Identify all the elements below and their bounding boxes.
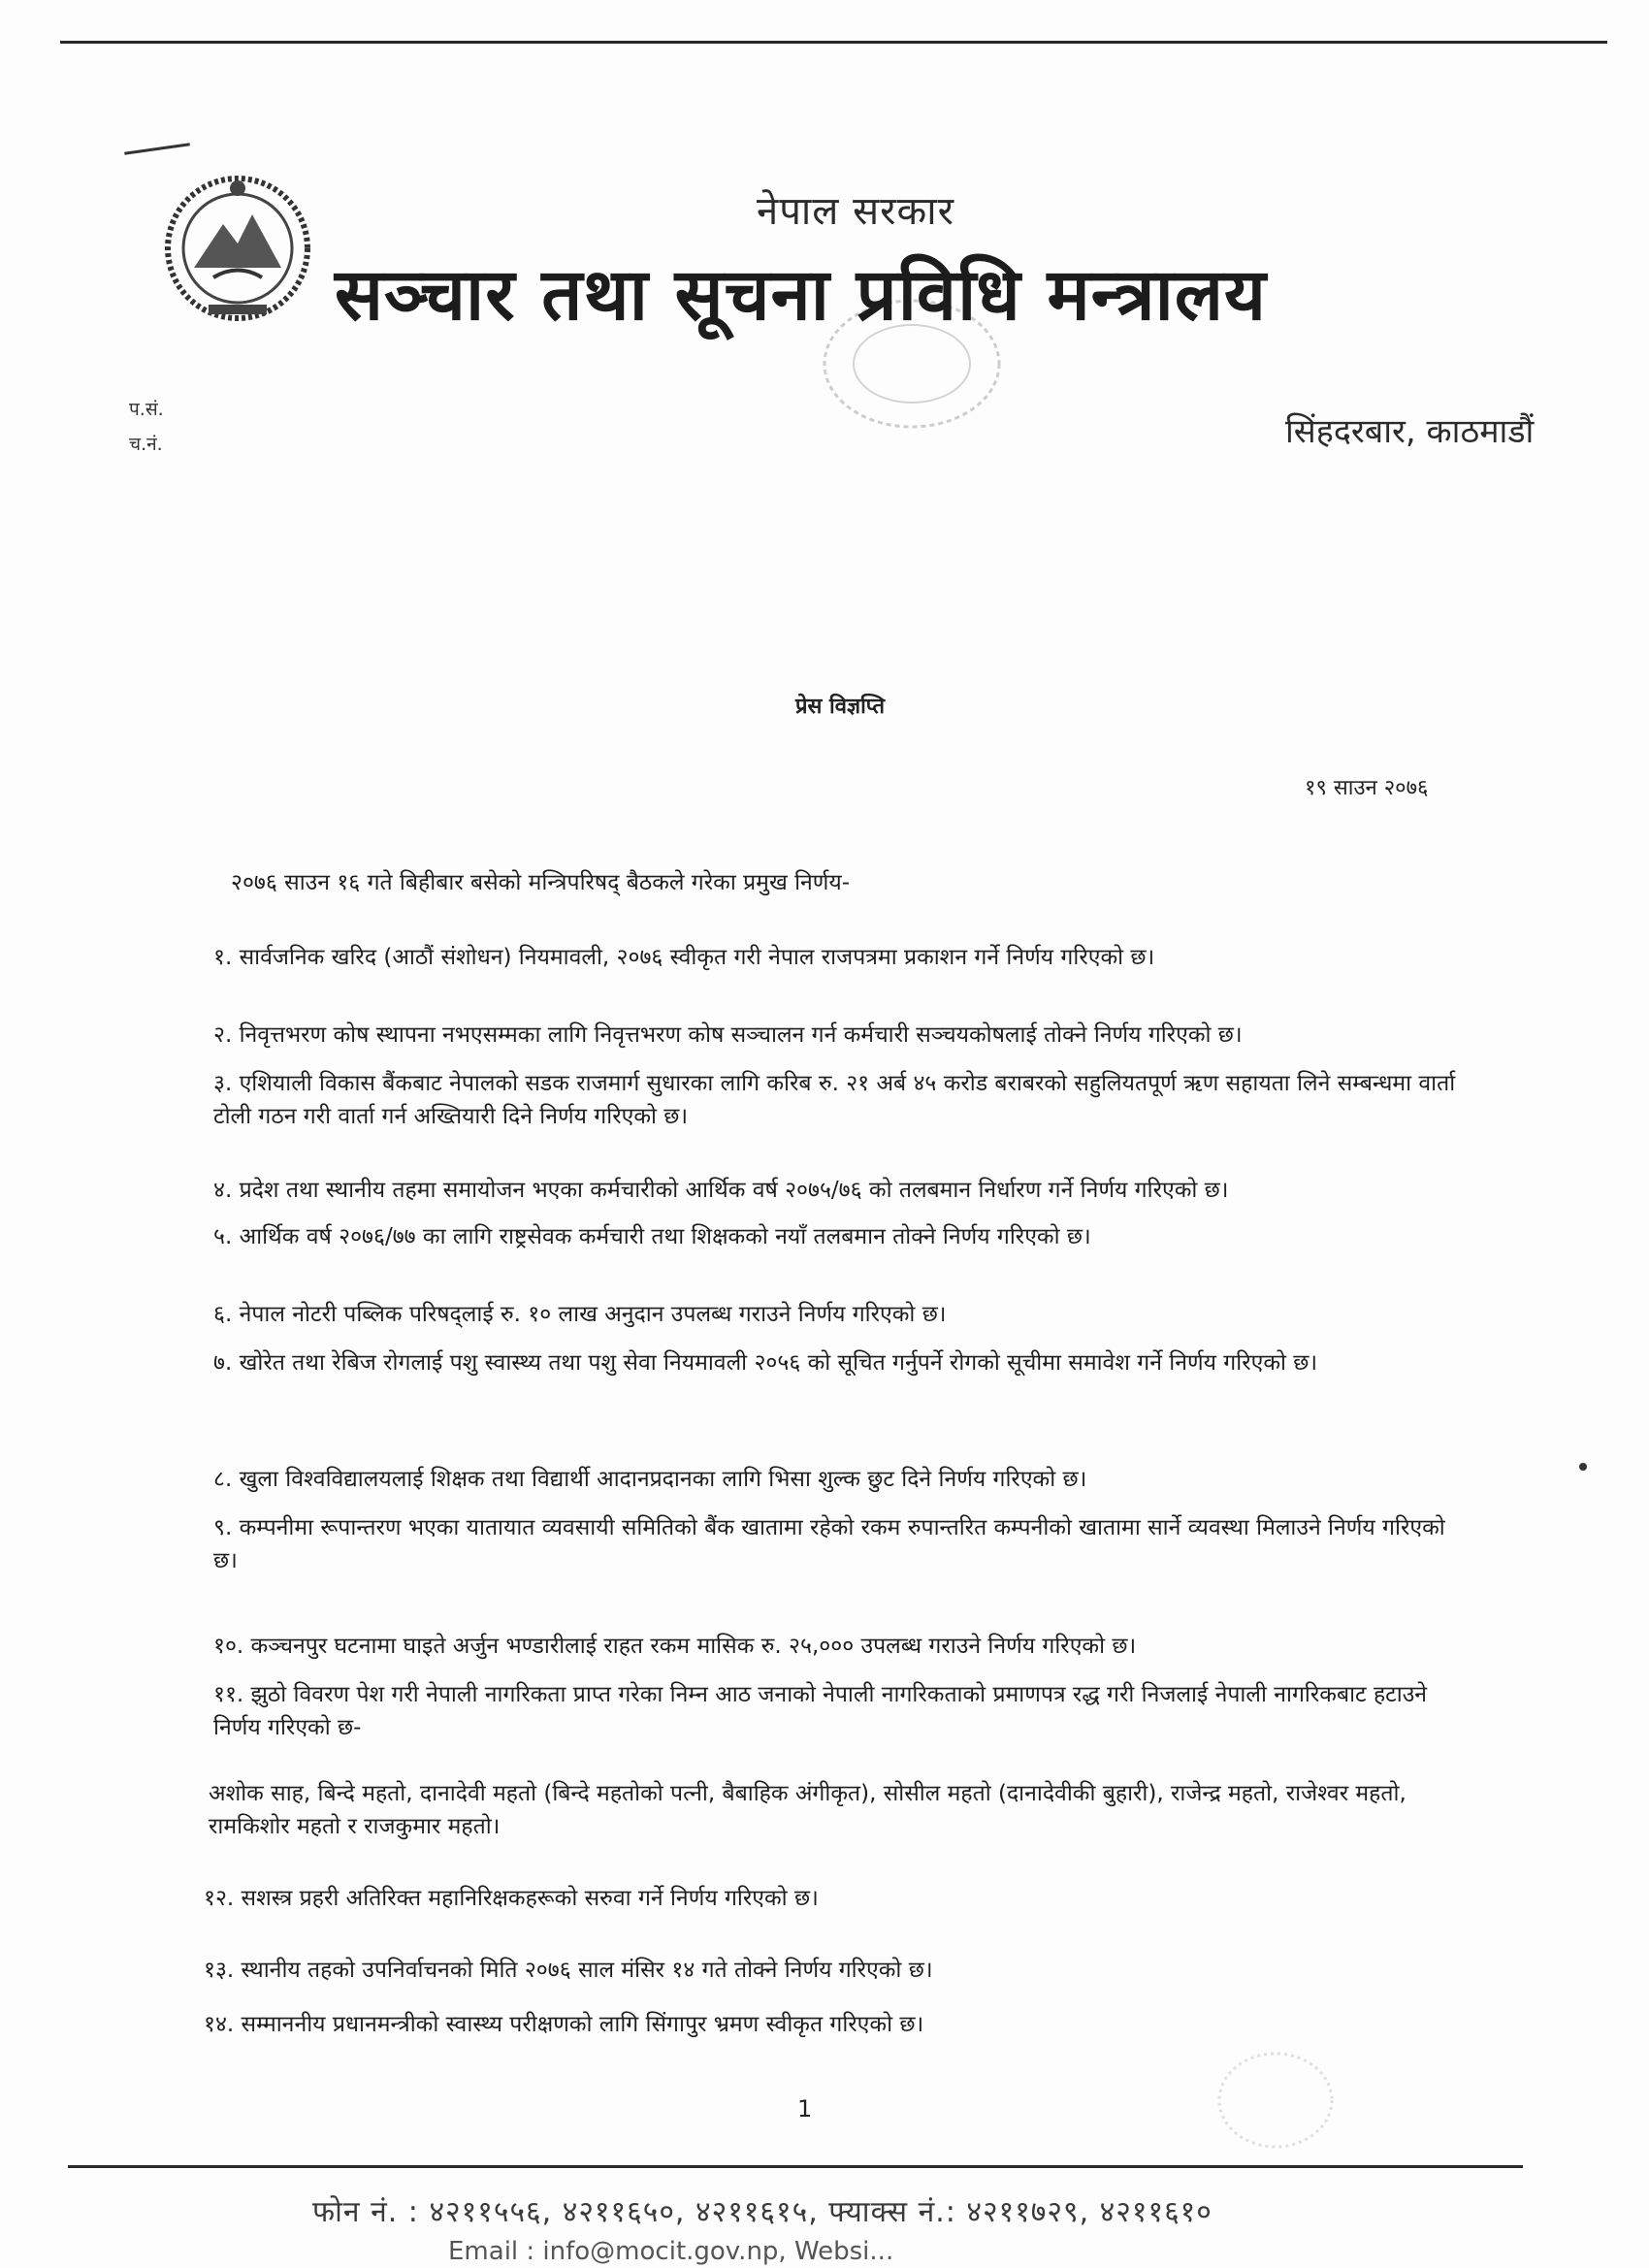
top-rule (60, 41, 1607, 44)
page-number: 1 (797, 2095, 813, 2122)
contact-email: Email : info@mocit.gov.np, Websi... (448, 2237, 894, 2266)
decision-item: ८. खुला विश्वविद्यालयलाई शिक्षक तथा विद्यार्थी आदानप्रदानका लागि भिसा शुल्क छुट दिने निर्णय गरिएको छ। (213, 1467, 1087, 1492)
decision-item: ९. कम्पनीमा रूपान्तरण भएका यातायात व्यवसायी समितिको बैंक खातामा रहेको रकम रुपान्तरित कम्पनीको खातामा सार्ने व्यवस्था मिलाउने निर्णय गरिएको छ। (213, 1515, 1445, 1573)
dispatch-number-label: च.नं. (129, 434, 163, 455)
office-address: सिंहदरबार, काठमाडौं (1285, 412, 1535, 451)
decision-item: ५. आर्थिक वर्ष २०७६/७७ का लागि राष्ट्रसेवक कर्मचारी तथा शिक्षकको नयाँ तलबमान तोक्ने निर्णय गरिएको छ। (213, 1224, 1091, 1249)
decision-item: १४. सम्माननीय प्रधानमन्त्रीको स्वास्थ्य परीक्षणको लागि सिंगापुर भ्रमण स्वीकृत गरिएको छ। (204, 2012, 924, 2037)
bottom-rule (68, 2165, 1523, 2168)
contact-numbers: फोन नं. : ४२११५५६, ४२११६५०, ४२११६१५, फ्याक्स नं.: ४२११७२९, ४२११६१० (312, 2195, 1212, 2229)
decision-item: ७. खोरेत तथा रेबिज रोगलाई पशु स्वास्थ्य तथा पशु सेवा नियमावली २०५६ को सूचित गर्नुपर्ने रोगको सूचीमा समावेश गर्ने निर्णय गरिएको छ। (213, 1350, 1318, 1376)
faint-stamp-icon (1212, 2047, 1339, 2154)
document-heading: प्रेस विज्ञप्ति (795, 695, 886, 719)
decision-item: १२. सशस्त्र प्रहरी अतिरिक्त महानिरिक्षकहरूको सरुवा गर्ने निर्णय गरिएको छ। (204, 1886, 819, 1911)
pen-stroke (124, 143, 190, 154)
intro-line: २०७६ साउन १६ गते बिहीबार बसेको मन्त्रिपरिषद् बैठकले गरेका प्रमुख निर्णय- (231, 870, 851, 895)
ref-number-label: प.सं. (129, 399, 164, 420)
decision-item: २. निवृत्तभरण कोष स्थापना नभएसम्मका लागि निवृत्तभरण कोष सञ्चालन गर्न कर्मचारी सञ्चयकोषलाई तोक्ने निर्णय गरिएको छ। (213, 1022, 1243, 1048)
government-name: नेपाल सरकार (757, 189, 954, 234)
decision-item: ३. एशियाली विकास बैंकबाट नेपालको सडक राजमार्ग सुधारका लागि करिब रु. २१ अर्ब ४५ करोड बराबरको सहुलियतपूर्ण ऋण सहायता लिने सम्बन्धमा वार्ता टोली गठन गरी वार्ता गर्न अख्तियारी दिने निर्णय गरिएको छ। (213, 1071, 1456, 1129)
decision-item: १. सार्वजनिक खरिद (आठौं संशोधन) नियमावली, २०७६ स्वीकृत गरी नेपाल राजपत्रमा प्रकाशन गर्ने निर्णय गरिएको छ। (213, 945, 1155, 970)
decision-item: ४. प्रदेश तथा स्थानीय तहमा समायोजन भएका कर्मचारीको आर्थिक वर्ष २०७५/७६ को तलबमान निर्धारण गर्ने निर्णय गरिएको छ। (213, 1178, 1229, 1203)
decision-item: १३. स्थानीय तहको उपनिर्वाचनको मिति २०७६ साल मंसिर १४ गते तोक्ने निर्णय गरिएको छ। (204, 1958, 933, 1983)
decision-item: ६. नेपाल नोटरी पब्लिक परिषद्लाई रु. १० लाख अनुदान उपलब्ध गराउने निर्णय गरिएको छ। (213, 1302, 947, 1327)
nepal-emblem-icon (155, 171, 320, 326)
decision-item: ११. झुठो विवरण पेश गरी नेपाली नागरिकता प्राप्त गरेका निम्न आठ जनाको नेपाली नागरिकताको प्रमाणपत्र रद्ध गरी निजलाई नेपाली नागरिकबाट हटाउने निर्णय गरिएको छ- (213, 1682, 1428, 1740)
ministry-name: सञ्चार तथा सूचना प्रविधि मन्त्रालय (335, 253, 1267, 337)
names-list: अशोक साह, बिन्दे महतो, दानादेवी महतो (बिन्दे महतोको पत्नी, बैबाहिक अंगीकृत), सोसील महतो (दानादेवीकी बुहारी), राजेन्द्र महतो, राजेश्वर महतो, रामकिशोर महतो र राजकुमार महतो। (209, 1781, 1406, 1839)
ink-dot (1579, 1463, 1587, 1471)
document-date: १९ साउन २०७६ (1305, 776, 1429, 800)
decision-item: १०. कञ्चनपुर घटनामा घाइते अर्जुन भण्डारीलाई राहत रकम मासिक रु. २५,००० उपलब्ध गराउने निर्णय गरिएको छ। (213, 1634, 1137, 1659)
